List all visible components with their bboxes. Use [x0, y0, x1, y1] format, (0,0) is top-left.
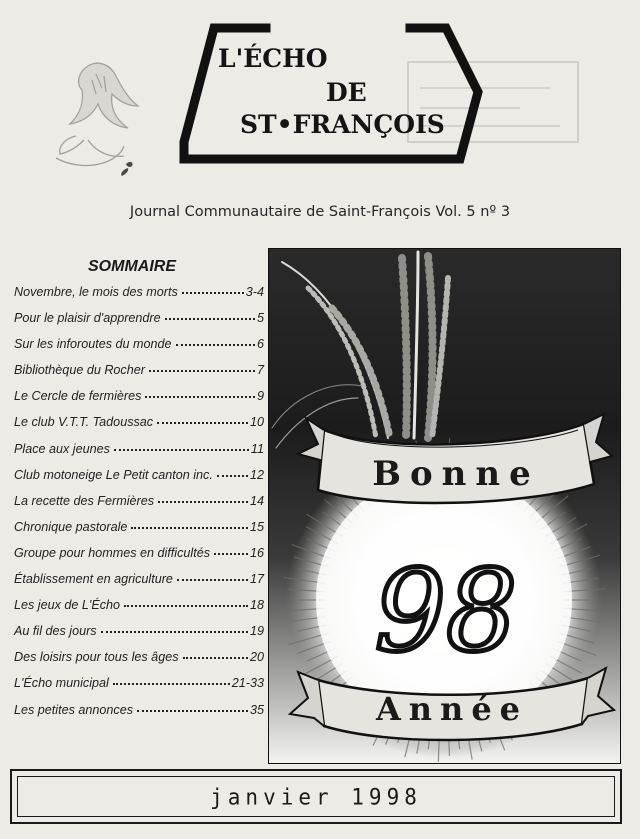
toc-item — [14, 650, 264, 676]
toc-item-label: Groupe pour hommes en difficultés — [14, 545, 211, 560]
toc-item-label: L'Écho municipal — [14, 676, 109, 691]
toc-item-page: 20 — [249, 650, 264, 665]
toc-leader-dots — [145, 394, 255, 398]
toc-item — [14, 311, 264, 337]
toc-item-label: Place aux jeunes — [14, 441, 110, 456]
toc-leader-dots — [137, 708, 248, 712]
toc-item — [14, 415, 264, 441]
greeting-year: 98 — [374, 547, 518, 677]
toc-item-page: 14 — [249, 493, 264, 508]
toc-leader-dots — [149, 368, 255, 372]
toc-item — [14, 676, 264, 702]
toc-item-label: Sur les inforoutes du monde — [14, 337, 172, 352]
toc-item-page: 18 — [249, 598, 264, 613]
toc-item-label: Des loisirs pour tous les âges — [14, 650, 179, 665]
toc-item-page: 21-33 — [231, 676, 264, 691]
banner-word-annee: Année — [375, 690, 529, 728]
journal-subtitle: Journal Communautaire de Saint-François Vol. 5 nº 3 — [129, 204, 511, 220]
issue-date: janvier 1998 — [210, 783, 422, 810]
masthead-line-2: DE — [326, 78, 367, 107]
toc-item-label: Établissement en agriculture — [14, 572, 173, 587]
toc-leader-dots — [113, 681, 230, 685]
toc-leader-dots — [101, 629, 248, 633]
toc-item — [14, 520, 264, 546]
toc-item-page: 12 — [249, 467, 264, 482]
toc-item — [14, 363, 264, 389]
toc-item-page: 15 — [249, 519, 264, 534]
toc-leader-dots — [182, 290, 244, 294]
toc-item-page: 6 — [256, 337, 264, 352]
toc-item-label: Pour le plaisir d'apprendre — [14, 311, 161, 326]
toc-item-label: Le Cercle de fermières — [14, 389, 142, 404]
toc-leader-dots — [176, 342, 255, 346]
toc-item-page: 19 — [249, 624, 264, 639]
toc-item — [14, 598, 264, 624]
toc-leader-dots — [217, 473, 248, 477]
toc-item-page: 35 — [249, 702, 264, 717]
masthead-line-3: ST•FRANÇOIS — [240, 110, 445, 139]
table-of-contents — [14, 285, 264, 729]
toc-leader-dots — [124, 603, 248, 607]
toc-item-page: 9 — [256, 389, 264, 404]
toc-item — [14, 624, 264, 650]
toc-leader-dots — [158, 499, 248, 503]
toc-item — [14, 285, 264, 311]
toc-item-label: Le club V.T.T. Tadoussac — [14, 415, 154, 430]
banner-word-bonne: Bonne — [372, 454, 540, 494]
toc-item-page: 17 — [249, 572, 264, 587]
toc-item-label: Novembre, le mois des morts — [14, 285, 178, 299]
sommaire-title: SOMMAIRE — [88, 258, 176, 275]
toc-item — [14, 389, 264, 415]
toc-leader-dots — [157, 420, 248, 424]
toc-item-label: Les petites annonces — [14, 702, 134, 717]
toc-item-label: Bibliothèque du Rocher — [14, 363, 145, 378]
toc-item-page: 11 — [250, 441, 264, 456]
toc-item-label: Club motoneige Le Petit canton inc. — [14, 467, 213, 482]
toc-item — [14, 546, 264, 572]
toc-item-label: Chronique pastorale — [14, 519, 128, 534]
toc-item — [14, 337, 264, 363]
toc-item — [14, 572, 264, 598]
toc-item-page: 5 — [256, 311, 264, 326]
toc-leader-dots — [177, 577, 248, 581]
toc-item-page: 10 — [249, 415, 264, 430]
toc-item — [14, 468, 264, 494]
toc-item-page: 7 — [256, 363, 264, 378]
toc-leader-dots — [183, 655, 248, 659]
toc-leader-dots — [214, 551, 248, 555]
toc-item — [14, 703, 264, 729]
masthead-line-1: L'ÉCHO — [218, 44, 328, 73]
toc-item-label: La recette des Fermières — [14, 493, 154, 508]
toc-item-page: 3-4 — [245, 285, 264, 299]
bird-illustration — [36, 54, 156, 189]
bonne-annee-illustration — [268, 248, 621, 764]
toc-item-label: Les jeux de L'Écho — [14, 598, 121, 613]
toc-item-label: Au fil des jours — [14, 624, 97, 639]
footer-date-box — [10, 769, 622, 824]
toc-leader-dots — [114, 447, 249, 451]
footer-inner-frame — [17, 776, 615, 817]
toc-item — [14, 442, 264, 468]
toc-item — [14, 494, 264, 520]
toc-leader-dots — [165, 316, 255, 320]
toc-item-page: 16 — [249, 545, 264, 560]
toc-leader-dots — [131, 525, 248, 529]
